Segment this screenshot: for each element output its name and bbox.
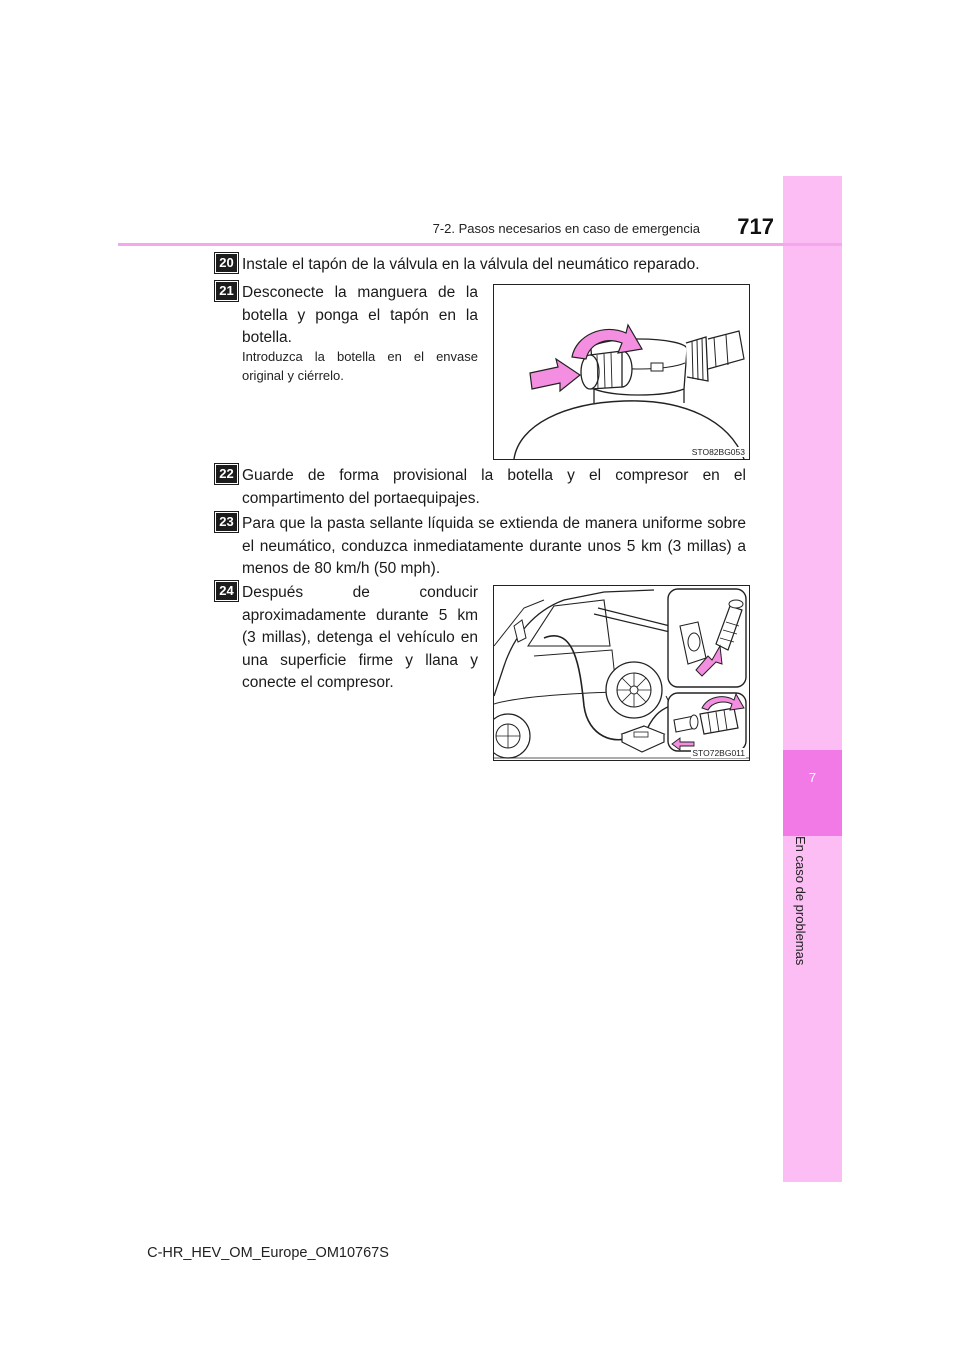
chapter-number: 7 — [808, 770, 817, 785]
step-badge: 23 — [215, 512, 238, 532]
step-text: Desconecte la manguera de la botella y ponga el tapón en la botella. — [242, 284, 478, 346]
page-number: 717 — [737, 214, 774, 239]
step-badge: 22 — [215, 464, 238, 484]
figure-bottle-cap — [493, 284, 750, 460]
chapter-label-text: En caso de problemas — [793, 836, 808, 966]
document-code: C-HR_HEV_OM_Europe_OM10767S — [147, 1245, 389, 1261]
chapter-tab-active-marker — [783, 750, 842, 836]
header-rule — [118, 243, 842, 246]
step-text: Guarde de forma provisional la botella y el compresor en el compartimento del portaequipajes. — [242, 467, 746, 507]
step-badge: 21 — [215, 281, 238, 301]
step-text: Instale el tapón de la válvula en la válvula del neumático reparado. — [242, 256, 700, 273]
step-text: Después de conducir aproximadamente durante 5 km (3 millas), detenga el vehículo en una superficie firme y llana y conecte el compresor. — [242, 584, 478, 691]
section-title: 7-2. Pasos necesarios en caso de emergencia — [432, 221, 700, 236]
figure-car-compressor — [493, 585, 750, 761]
step-badge: 24 — [215, 581, 238, 601]
figure-code: STO72BG011 — [692, 748, 745, 758]
figure-code: STO82BG053 — [691, 447, 745, 457]
step-text: Para que la pasta sellante líquida se extienda de manera uniforme sobre el neumático, conduzca inmediatamente durante unos 5 km (3 millas) a menos de 80 km/h (50 mph). — [242, 515, 746, 577]
car-compressor-illustration — [494, 586, 749, 760]
bottle-cap-illustration — [494, 285, 749, 459]
step-badge: 20 — [215, 253, 238, 273]
chapter-side-tab — [783, 176, 842, 1182]
step-note: Introduzca la botella en el envase original y ciérrelo. — [242, 349, 478, 383]
chapter-label — [793, 836, 836, 986]
